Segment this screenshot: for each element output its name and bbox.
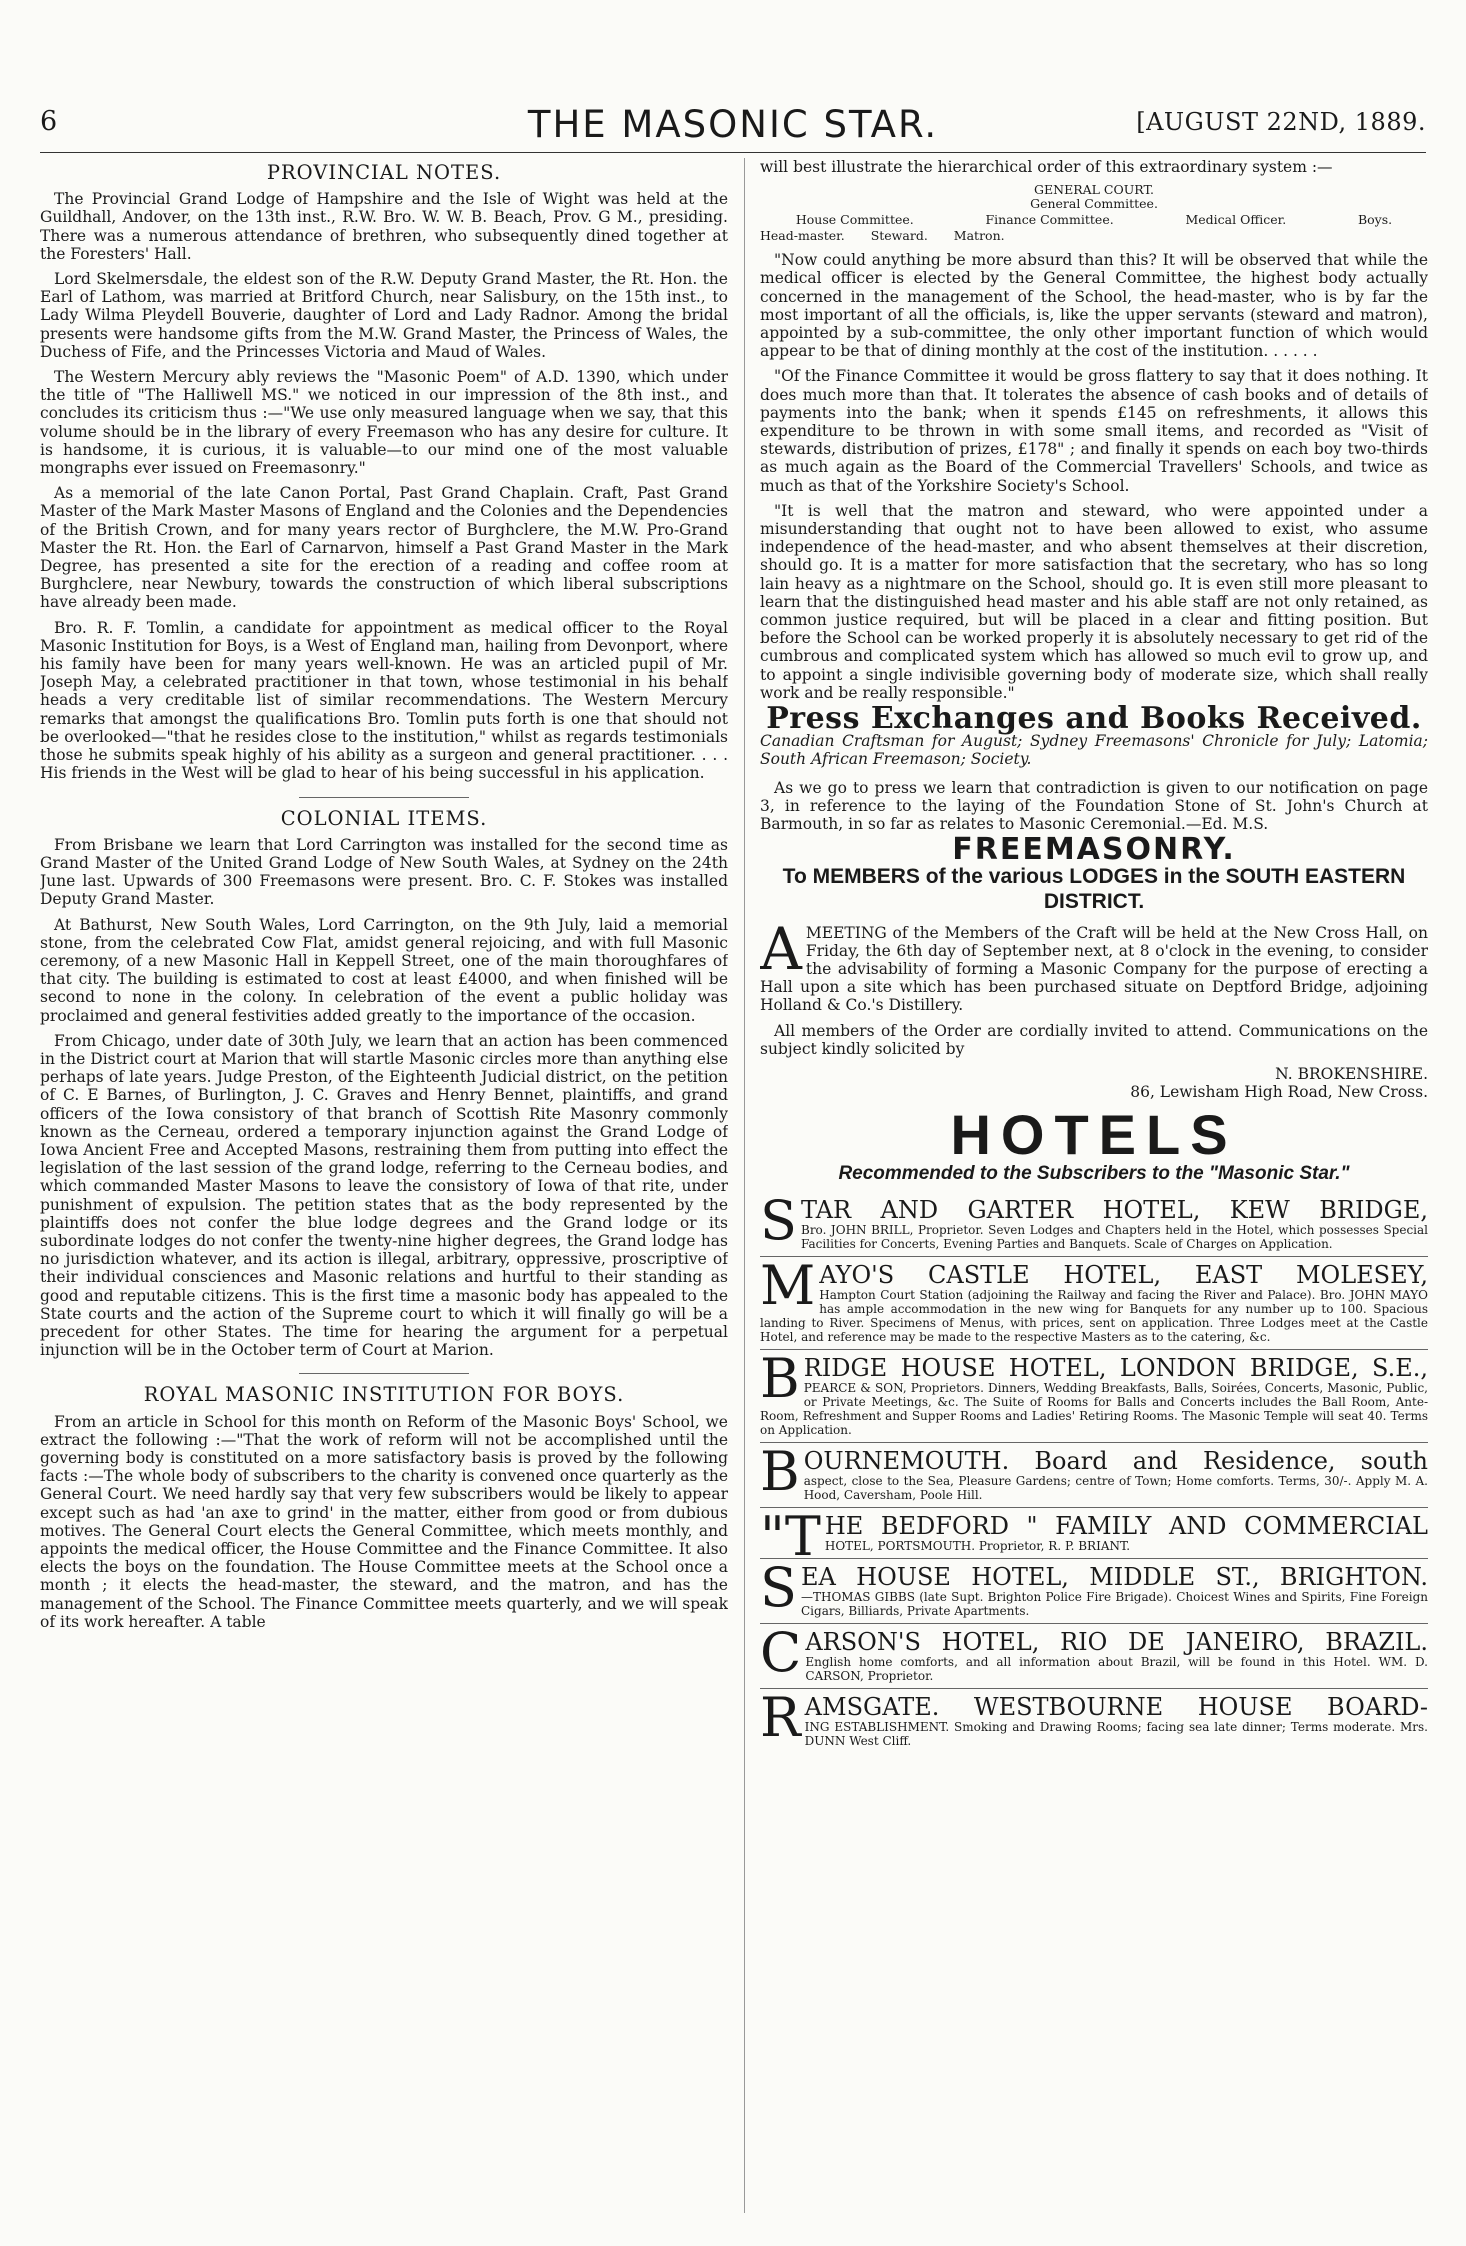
tree-node: House Committee.: [795, 212, 914, 228]
ad-body: PEARCE & SON, Proprietors. Dinners, Wedding Breakfasts, Balls, Soirées, Concerts, Masonic, Public, or Private Meetings, &c. The Suite of Rooms for Balls and Concerts includes the Ball Room, Ante-Room, Refreshment and Supper Rooms and Ladies' Retiring Rooms. The Masonic Temple will seat 40. Terms on Application.: [760, 1380, 1428, 1437]
drop-cap: S: [760, 1188, 797, 1252]
paragraph: From Brisbane we learn that Lord Carrington was installed for the second time as Grand Master of the United Grand Lodge of New South Wales, at Sydney on the 24th June last. Upwards of 300 Freemasons were present. Bro. C. F. Stokes was installed Deputy Grand Master.: [40, 835, 728, 909]
drop-cap: B: [760, 1439, 800, 1503]
hotels-subtitle: Recommended to the Subscribers to the "Masonic Star.": [838, 1163, 1350, 1185]
tree-node: GENERAL COURT.: [1034, 182, 1154, 198]
paragraph: "Now could anything be more absurd than this? It will be observed that while the medical officer is elected by the General Committee, the highest body actually concerned in the management of the School, the head-master, who is by far the most important of all the officials, is, like the upper servants (steward and matron), appointed by a sub-committee, the only other important function of which would appear to be that of dining monthly at the cost of the institution. . . . . .: [760, 251, 1428, 361]
press-exchanges-title: Press Exchanges and Books Received.: [766, 701, 1422, 737]
ad-title: OURNEMOUTH. Board and Residence, south: [803, 1446, 1428, 1475]
drop-cap: B: [760, 1346, 800, 1410]
paragraph: All members of the Order are cordially invited to attend. Communications on the subject kindly solicited by: [760, 1021, 1428, 1058]
tree-node: General Committee.: [1030, 196, 1158, 212]
paragraph: From an article in School for this month on Reform of the Masonic Boys' School, we extract the following :—"That the work of reform will not be accomplished until the governing body is constituted on a more satisfactory basis is proved by the following facts :—The whole body of subscribers to the charity is convened once quarterly as the General Court. We need hardly say that very few subscribers would be likely to appear except such as had 'an axe to grind' in the matter, either from good or from dubious motives. The General Court elects the General Committee, which meets monthly, and appoints the medical officer, the House Committee and the Finance Committee. It also elects the boys on the foundation. The House Committee meets at the School once a month ; it elects the head-master, the steward, and the matron, and has the management of the School. The Finance Committee meets quarterly, and we will speak of its work hereafter. A table: [40, 1412, 728, 1631]
ad-body: HOTEL, PORTSMOUTH. Proprietor, R. P. BRIANT.: [824, 1538, 1131, 1553]
section-divider: [299, 797, 469, 798]
ad-body: Bro. JOHN BRILL, Proprietor. Seven Lodges and Chapters held in the Hotel, which possesses Special Facilities for Concerts, Evening Parties and Banquets. Scale of Charges on Application.: [801, 1222, 1428, 1251]
ad-title: TAR AND GARTER HOTEL, KEW BRIDGE,: [801, 1195, 1428, 1224]
right-column: [760, 158, 1428, 2228]
ad-body: English home comforts, and all information about Brazil, will be found in this Hotel. WM. D. CARSON, Proprietor.: [805, 1654, 1428, 1683]
paragraph: The Western Mercury ably reviews the "Masonic Poem" of A.D. 1390, which under the title of "The Halliwell MS." we noticed in our impression of the 8th inst., and concludes its criticism thus :—"We use only measured language when we say, that this volume should be in the library of every Freemason who has any desire for culture. It is handsome, it is curious, it is valuable—to our mind one of the most valuable mongraphs ever issued on Freemasonry.": [40, 368, 728, 478]
section-divider: [299, 1373, 469, 1374]
hotel-ad: [760, 1685, 1428, 1753]
paragraph: "Of the Finance Committee it would be gross flattery to say that it does nothing. It does much more than that. It tolerates the absence of cash books and of details of payments into the bank; when it spends £145 on refreshments, it allows this expenditure to be thrown in with some small items, and recorded as "Visit of stewards, distribution of prizes, £178" ; and finally it spends on each boy two-thirds as much again as the Board of the Commercial Travellers' Schools, and twice as much as that of the Yorkshire Society's School.: [760, 367, 1428, 495]
paragraph: "It is well that the matron and steward, who were appointed under a misunderstanding that ought not to have been allowed to exist, who assume independence of the head-master, and who absent themselves at their discretion, should go. It is a matter for more satisfaction that the secretary, who has so long lain heavy as a nightmare on the School, should go. It is even still more pleasant to learn that the distinguished head master and his able staff are not only retained, as common justice required, but will be placed in a clear and fitting position. But before the School can be worked properly it is absolutely necessary to get rid of the cumbrous and complicated system which has allowed so much evil to grow up, and to appoint a single indivisible governing body of moderate size, which shall really work and be really responsible.": [760, 501, 1428, 702]
ad-title: AMSGATE. WESTBOURNE HOUSE BOARD-: [804, 1692, 1428, 1721]
press-notice: As we go to press we learn that contradiction is given to our notification on page 3, in reference to the laying of the Foundation Stone of St. John's Church at Barmouth, in so far as relates to Masonic Ceremonial.—Ed. M.S.: [760, 778, 1428, 834]
hotel-ad: [760, 1253, 1428, 1350]
issue-date: [AUGUST 22ND, 1889.: [1136, 108, 1426, 136]
signature-address: 86, Lewisham High Road, New Cross.: [1130, 1083, 1428, 1102]
freemasonry-subtitle: To MEMBERS of the various LODGES in the SOUTH EASTERN DISTRICT.: [782, 864, 1406, 913]
ad-title: HE BEDFORD " FAMILY AND COMMERCIAL: [824, 1511, 1428, 1540]
tree-node: Matron.: [953, 228, 1005, 244]
ad-body: Hampton Court Station (adjoining the Railway and facing the River and Palace). Bro. JOHN MAYO has ample accommodation in the new wing for Banquets for any number up to 100. Spacious landing to River. Specimens of Menus, with prices, sent on application. Three Lodges meet at the Castle Hotel, and reference may be made to the respective Masters as to the catering, &c.: [760, 1287, 1428, 1344]
tree-node: Medical Officer.: [1185, 212, 1287, 228]
hotel-ad: [760, 1188, 1428, 1257]
freemasonry-title: FREEMASONRY.: [952, 832, 1236, 868]
hotels-title: HOTELS: [950, 1103, 1238, 1167]
paragraph: At Bathurst, New South Wales, Lord Carrington, on the 9th July, laid a memorial stone, from the celebrated Cow Flat, amidst general rejoicing, and with full Masonic ceremony, of a new Masonic Hall in Keppell Street, one of the main thoroughfares of that city. The building is estimated to cost at least £4000, and when finished will be second to none in the colony. In celebration of the event a public holiday was proclaimed and general festivities added greatly to the importance of the occasion.: [40, 915, 728, 1025]
ad-title: ARSON'S HOTEL, RIO DE JANEIRO, BRAZIL.: [805, 1627, 1428, 1656]
page-header: [40, 103, 1426, 153]
paragraph: MEETING of the Members of the Craft will be held at the New Cross Hall, on Friday, the 6th day of September next, at 8 o'clock in the evening, to consider the advisability of forming a Masonic Company for the purpose of erecting a Hall upon a site which has been purchased situate on Deptford Bridge, adjoining Holland & Co.'s Distillery.: [760, 923, 1428, 1015]
press-list: Canadian Craftsman for August; Sydney Freemasons' Chronicle for July; Latomia; South African Freemason; Society.: [760, 732, 1428, 769]
meeting-notice: [760, 914, 1428, 1102]
drop-cap: C: [760, 1620, 802, 1684]
ad-title: RIDGE HOUSE HOTEL, LONDON BRIDGE, S.E.,: [803, 1353, 1428, 1382]
paragraph: From Chicago, under date of 30th July, we learn that an action has been commenced in the District court at Marion that will startle Masonic circles more than anything else perhaps of late years. Judge Preston, of the Eighteenth Judicial district, on the petition of C. E Barnes, of Burlington, J. C. Graves and Henry Bennet, plaintiffs, and grand officers of the Iowa consistory of that branch of Scottish Rite Masonry commonly known as the Cerneau, ordered a temporary injunction against the Grand Lodge of Iowa Ancient Free and Accepted Masons, restraining them from putting into effect the legislation of the last session of the grand lodge, referring to the Cerneau bodies, and which commanded Master Masons to leave the consistory of Iowa of that rite, under punishment of expulsion. The petition states that as the body represented by the plaintiffs does not confer the blue lodge degrees and the Grand lodge or its subordinate lodges do not confer the twenty-nine higher degrees, the Grand lodge has no jurisdiction whatever, and its action is illegal, arbitrary, oppressive, proscriptive of their individual consciences and Masonic relations and hurtful to their standing as good and reputable citizens. This is the first time a masonic body has appealed to the State courts and the action of the Supreme court to which it will finally go will be a precedent for other States. The time for hearing the argument for a perpetual injunction will be in the October term of Court at Marion.: [40, 1031, 728, 1360]
tree-node: Boys.: [1357, 212, 1393, 228]
paragraph: Lord Skelmersdale, the eldest son of the R.W. Deputy Grand Master, the Rt. Hon. the Earl of Lathom, was married at Britford Church, near Salisbury, on the 15th inst., to Lady Wilma Pleydell Bouverie, daughter of Lord and Lady Radnor. Among the bridal presents were handsome gifts from the M.W. Grand Master, the Princess of Wales, the Duchess of Fife, and the Princesses Victoria and Maud of Wales.: [40, 270, 728, 361]
drop-cap: "T: [760, 1504, 821, 1568]
drop-cap: S: [760, 1555, 797, 1619]
hotel-ad: [760, 1620, 1428, 1689]
hotel-ad: [760, 1504, 1428, 1568]
masthead-title: THE MASONIC STAR.: [527, 103, 939, 146]
page-number: 6: [40, 106, 58, 137]
hotel-ad: [760, 1439, 1428, 1508]
hierarchy-chart: [760, 183, 1428, 243]
tree-node: Steward.: [870, 228, 928, 244]
ad-body: —THOMAS GIBBS (late Supt. Brighton Police Fire Brigade). Choicest Wines and Spirits, Fine Foreign Cigars, Billiards, Private Apartments.: [801, 1589, 1428, 1618]
section-title-colonial: COLONIAL ITEMS.: [280, 806, 488, 830]
ad-title: AYO'S CASTLE HOTEL, EAST MOLESEY,: [819, 1260, 1428, 1289]
ad-body: aspect, close to the Sea, Pleasure Gardens; centre of Town; Home comforts. Terms, 30/-. Apply M. A. Hood, Caversham, Poole Hill.: [803, 1473, 1428, 1502]
section-title-provincial: PROVINCIAL NOTES.: [266, 161, 502, 184]
section-title-royal: ROYAL MASONIC INSTITUTION FOR BOYS.: [143, 1383, 625, 1407]
signature-name: N. BROKENSHIRE.: [1275, 1064, 1428, 1083]
paragraph: The Provincial Grand Lodge of Hampshire and the Isle of Wight was held at the Guildhall, Andover, on the 13th inst., R.W. Bro. W. W. B. Beach, Prov. G M., presiding. There was a numerous attendance of brethren, who subsequently dined together at the Foresters' Hall.: [40, 190, 728, 263]
ad-body: ING ESTABLISHMENT. Smoking and Drawing Rooms; facing sea late dinner; Terms moderate. Mrs. DUNN West Cliff.: [804, 1719, 1428, 1748]
drop-cap: R: [760, 1685, 801, 1749]
tree-node: Head-master.: [760, 228, 845, 244]
drop-cap: M: [760, 1253, 816, 1317]
tree-node: Finance Committee.: [985, 212, 1114, 228]
hotel-ad: [760, 1346, 1428, 1443]
drop-cap: A: [760, 914, 802, 983]
paragraph: will best illustrate the hierarchical order of this extraordinary system :—: [760, 158, 1333, 176]
ad-title: EA HOUSE HOTEL, MIDDLE ST., BRIGHTON.: [801, 1562, 1428, 1591]
paragraph: Bro. R. F. Tomlin, a candidate for appointment as medical officer to the Royal Masonic Institution for Boys, is a West of England man, hailing from Devonport, where his family have been for many years well-known. He was an articled pupil of Mr. Joseph May, a celebrated practitioner in that town, whose testimonial in his behalf heads a very creditable list of similar recommendations. The Western Mercury remarks that amongst the qualifications Bro. Tomlin puts forth is one that should not be overlooked—"that he resides close to the institution," whilst as regards testimonials those he submits speak highly of his ability as a surgeon and general practitioner. . . . His friends in the West will be glad to hear of his being successful in his application.: [40, 618, 728, 783]
left-column: [40, 158, 728, 2228]
column-rule: [744, 158, 745, 2213]
paragraph: As a memorial of the late Canon Portal, Past Grand Chaplain. Craft, Past Grand Master of the Mark Master Masons of England and the Colonies and the Dependencies of the British Crown, and for many years rector of Burghclere, the M.W. Pro-Grand Master the Rt. Hon. the Earl of Carnarvon, himself a Past Grand Master in the Mark Degree, has presented a site for the erection of a reading and coffee room at Burghclere, near Newbury, towards the construction of which liberal subscriptions have already been made.: [40, 484, 728, 612]
hotel-ad: [760, 1555, 1428, 1624]
